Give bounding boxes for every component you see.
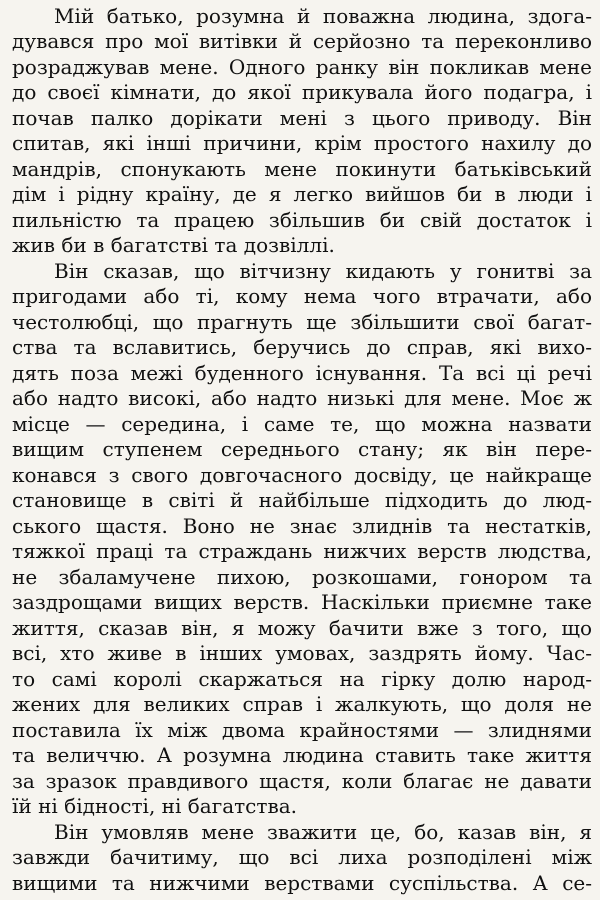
text-line: їй ні бідності, ні багатства.	[12, 794, 297, 818]
text-line: дять поза межі буденного існування. Та всі ці речі	[12, 361, 592, 385]
text-line: спитав, які інші причини, крім простого нахилу до	[12, 131, 592, 155]
text-line: місце — середина, і саме те, що можна назвати	[12, 412, 592, 436]
text-line: жених для великих справ і жалкують, що доля не	[12, 692, 592, 716]
text-line: жив би в багатстві та дозвіллі.	[12, 233, 335, 257]
text-line: життя, сказав він, я можу бачити вже з того, що	[12, 616, 592, 640]
text-line: дім і рідну країну, де я легко вийшов би в люди і	[12, 182, 592, 206]
text-line: то самі королі скаржаться на гірку долю народ-	[12, 667, 592, 691]
text-line: завжди бачитиму, що всі лиха розподілені між	[12, 845, 592, 869]
text-line: всі, хто живе в інших умовах, заздрять йому. Час-	[12, 641, 592, 665]
text-line: почав палко дорікати мені з цього приводу. Він	[12, 106, 592, 130]
text-line: Він сказав, що вітчизну кидають у гонитві за	[54, 259, 592, 283]
text-line: вищими та нижчими верствами суспільства. А се-	[12, 871, 592, 895]
text-line: дувався про мої витівки й серйозно та переконливо	[12, 29, 592, 53]
text-line: розраджував мене. Одного ранку він покликав мене	[12, 55, 592, 79]
text-line: Він умовляв мене зважити це, бо, казав він, я	[54, 820, 592, 844]
text-line: пригодами або ті, кому нема чого втрачати, або	[12, 284, 592, 308]
text-line: не збаламучене пихою, розкошами, гонором та	[12, 565, 592, 589]
text-line: Мій батько, розумна й поважна людина, здога-	[54, 4, 592, 28]
text-line: поставила їх між двома крайностями — злиднями	[12, 718, 592, 742]
text-line: або надто високі, або надто низькі для мене. Моє ж	[12, 386, 592, 410]
text-line: ства та вславитись, беручись до справ, які вихо-	[12, 335, 592, 359]
text-line: пильністю та працею збільшив би свій достаток і	[12, 208, 592, 232]
text-line: вищим ступенем середнього стану; як він пере-	[12, 437, 592, 461]
text-line: заздрощами вищих верств. Наскільки приємне таке	[12, 590, 592, 614]
text-line: мандрів, спонукають мене покинути батьківський	[12, 157, 592, 181]
text-line: до своєї кімнати, до якої прикувала його подагра, і	[12, 80, 592, 104]
text-line: тяжкої праці та страждань нижчих верств людства,	[12, 539, 592, 563]
text-line: за зразок правдивого щастя, коли благає не давати	[12, 769, 592, 793]
text-line: ського щастя. Воно не знає злиднів та нестатків,	[12, 514, 592, 538]
text-line: становище в світі й найбільше підходить до люд-	[12, 488, 592, 512]
text-line: честолюбці, що прагнуть ще збільшити свої багат-	[12, 310, 592, 334]
text-line: та величчю. А розумна людина ставить таке життя	[12, 743, 592, 767]
text-line: конався з свого довгочасного досвіду, це найкраще	[12, 463, 592, 487]
